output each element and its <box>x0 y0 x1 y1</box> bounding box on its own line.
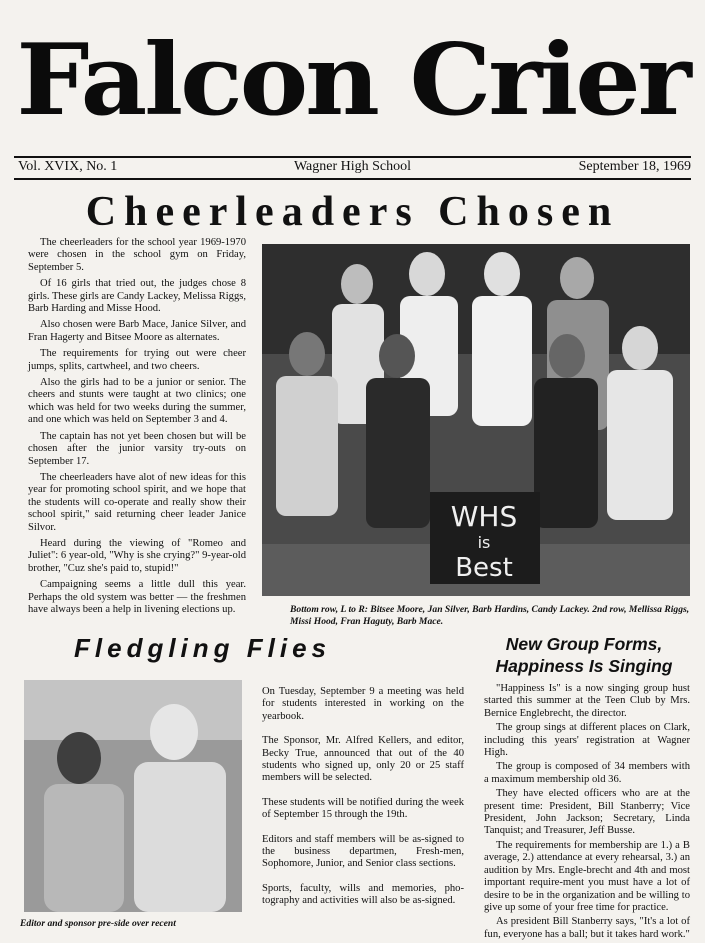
cheer-paragraph: The requirements for trying out were cheer jumps, splits, cartwheel, and two cheers. <box>28 348 246 372</box>
cheer-paragraph: Also the girls had to be a junior or senior. The cheers and stunts were taught at two clinics; one which was held for two weeks during the summer, and one which was held on September 3 and 4. <box>28 377 246 426</box>
cheer-paragraph: The cheerleaders for the school year 1969-1970 were chosen in the school gym on Friday, September 5. <box>28 237 246 273</box>
fledgling-paragraph: Sports, faculty, wills and memories, pho-tography and activities will also be as-signed. <box>262 882 464 907</box>
cheerleaders-article <box>28 237 246 620</box>
cheer-paragraph: Campaigning seems a little dull this year. Perhaps the old system was better — the freshmen have always been a help in livening elections up. <box>28 579 246 615</box>
sign-text-best: Best <box>455 553 513 583</box>
fledgling-paragraph: Editors and staff members will be as-signed to the business departmen, Fresh-men, Sophomore, Junior, and Senior class sections. <box>262 833 464 870</box>
singing-paragraph: The group is composed of 34 members with a maximum membership old 36. <box>484 761 690 785</box>
cheerleaders-headline: Cheerleaders Chosen <box>85 189 620 235</box>
yearbook-photo-art <box>24 680 242 912</box>
fledgling-headline: Fledgling Flies <box>74 633 332 663</box>
issue-date: September 18, 1969 <box>578 159 691 174</box>
singing-paragraph: The group sings at different places on Clark, including this years' registration at Wagner High. <box>484 722 690 759</box>
sign-text-whs: WHS <box>450 500 518 533</box>
volume-number: Vol. XVIX, No. 1 <box>18 159 118 174</box>
singing-headline <box>478 633 690 677</box>
cheer-paragraph: Heard during the viewing of "Romeo and Juliet": 6 year-old, "Why is she crying?" 9-year-old brother, "Cuz she's paid to, stupid!" <box>28 537 246 574</box>
cheer-paragraph: Also chosen were Barb Mace, Janice Silver, and Fran Hagerty and Bitsee Moore as alternates. <box>28 319 246 343</box>
cheer-paragraph: The captain has not yet been chosen but will be chosen after the junior varsity try-outs on September 17. <box>28 430 246 467</box>
sign-text-is: is <box>477 533 491 552</box>
masthead-rule-top <box>14 156 691 158</box>
singing-paragraph: They have elected officers who are at the present time: President, Bill Stanberry; Vice President, John Jackson; Secretary, Linda Tanquist; and Treasurer, Jeff Busse. <box>484 788 690 837</box>
cheerleaders-photo-caption: Bottom row, L to R: Bitsee Moore, Jan Silver, Barb Hardins, Candy Lackey. 2nd row, Mellissa Riggs, Missi Hood, Fran Haguty, Barb Mace. <box>290 604 690 627</box>
fledgling-paragraph: These students will be notified during the week of September 15 through the 19th. <box>262 796 464 821</box>
singing-headline-line1: New Group Forms, <box>505 634 663 654</box>
cheer-paragraph: Of 16 girls that tried out, the judges chose 8 girls. These girls are Candy Lackey, Melissa Riggs, Barb Harding and Misse Hood. <box>28 278 247 315</box>
cheerleaders-photo <box>262 244 690 596</box>
fledgling-article <box>262 686 464 920</box>
cheer-paragraph: The cheerleaders have alot of new ideas for this year for promoting school spirit, and we hope that the students will co-operate and really show their school spirit," said returning cheer leader Janice Silvor. <box>28 471 246 533</box>
fledgling-paragraph: The Sponsor, Mr. Alfred Kellers, and editor, Becky True, announced that out of the 40 students who signed up, only 20 or 25 staff members will be selected. <box>262 735 464 784</box>
masthead <box>0 6 705 156</box>
fledgling-paragraph: On Tuesday, September 9 a meeting was held for students interested in working on the yearbook. <box>262 686 464 722</box>
masthead-rule-bottom <box>14 178 691 180</box>
yearbook-photo-caption: Editor and sponsor pre-side over recent <box>20 918 176 929</box>
singing-paragraph: As president Bill Stanberry says, "It's a lot of fun, everyone has a ball; but it takes hard work." <box>484 916 690 940</box>
masthead-title: Falcon Crier <box>16 23 689 138</box>
cheerleaders-photo-art <box>262 244 690 596</box>
singing-headline-line2: Happiness Is Singing <box>495 656 673 676</box>
school-name: Wagner High School <box>293 159 412 174</box>
singing-paragraph: "Happiness Is" is a now singing group hust started this summer at the Teen Club by Mrs. Bernice Englebrecht, the director. <box>484 683 690 719</box>
singing-paragraph: The requirements for membership are 1.) a B average, 2.) attendance at every rehearsal, 3.) an audition by Mrs. Engle-brecht and 4th and most important require-ment you must have a lot of desire to be in the organization and be willing to give up some of your free time for practice. <box>484 839 690 913</box>
singing-article <box>484 683 690 943</box>
yearbook-photo <box>24 680 242 912</box>
